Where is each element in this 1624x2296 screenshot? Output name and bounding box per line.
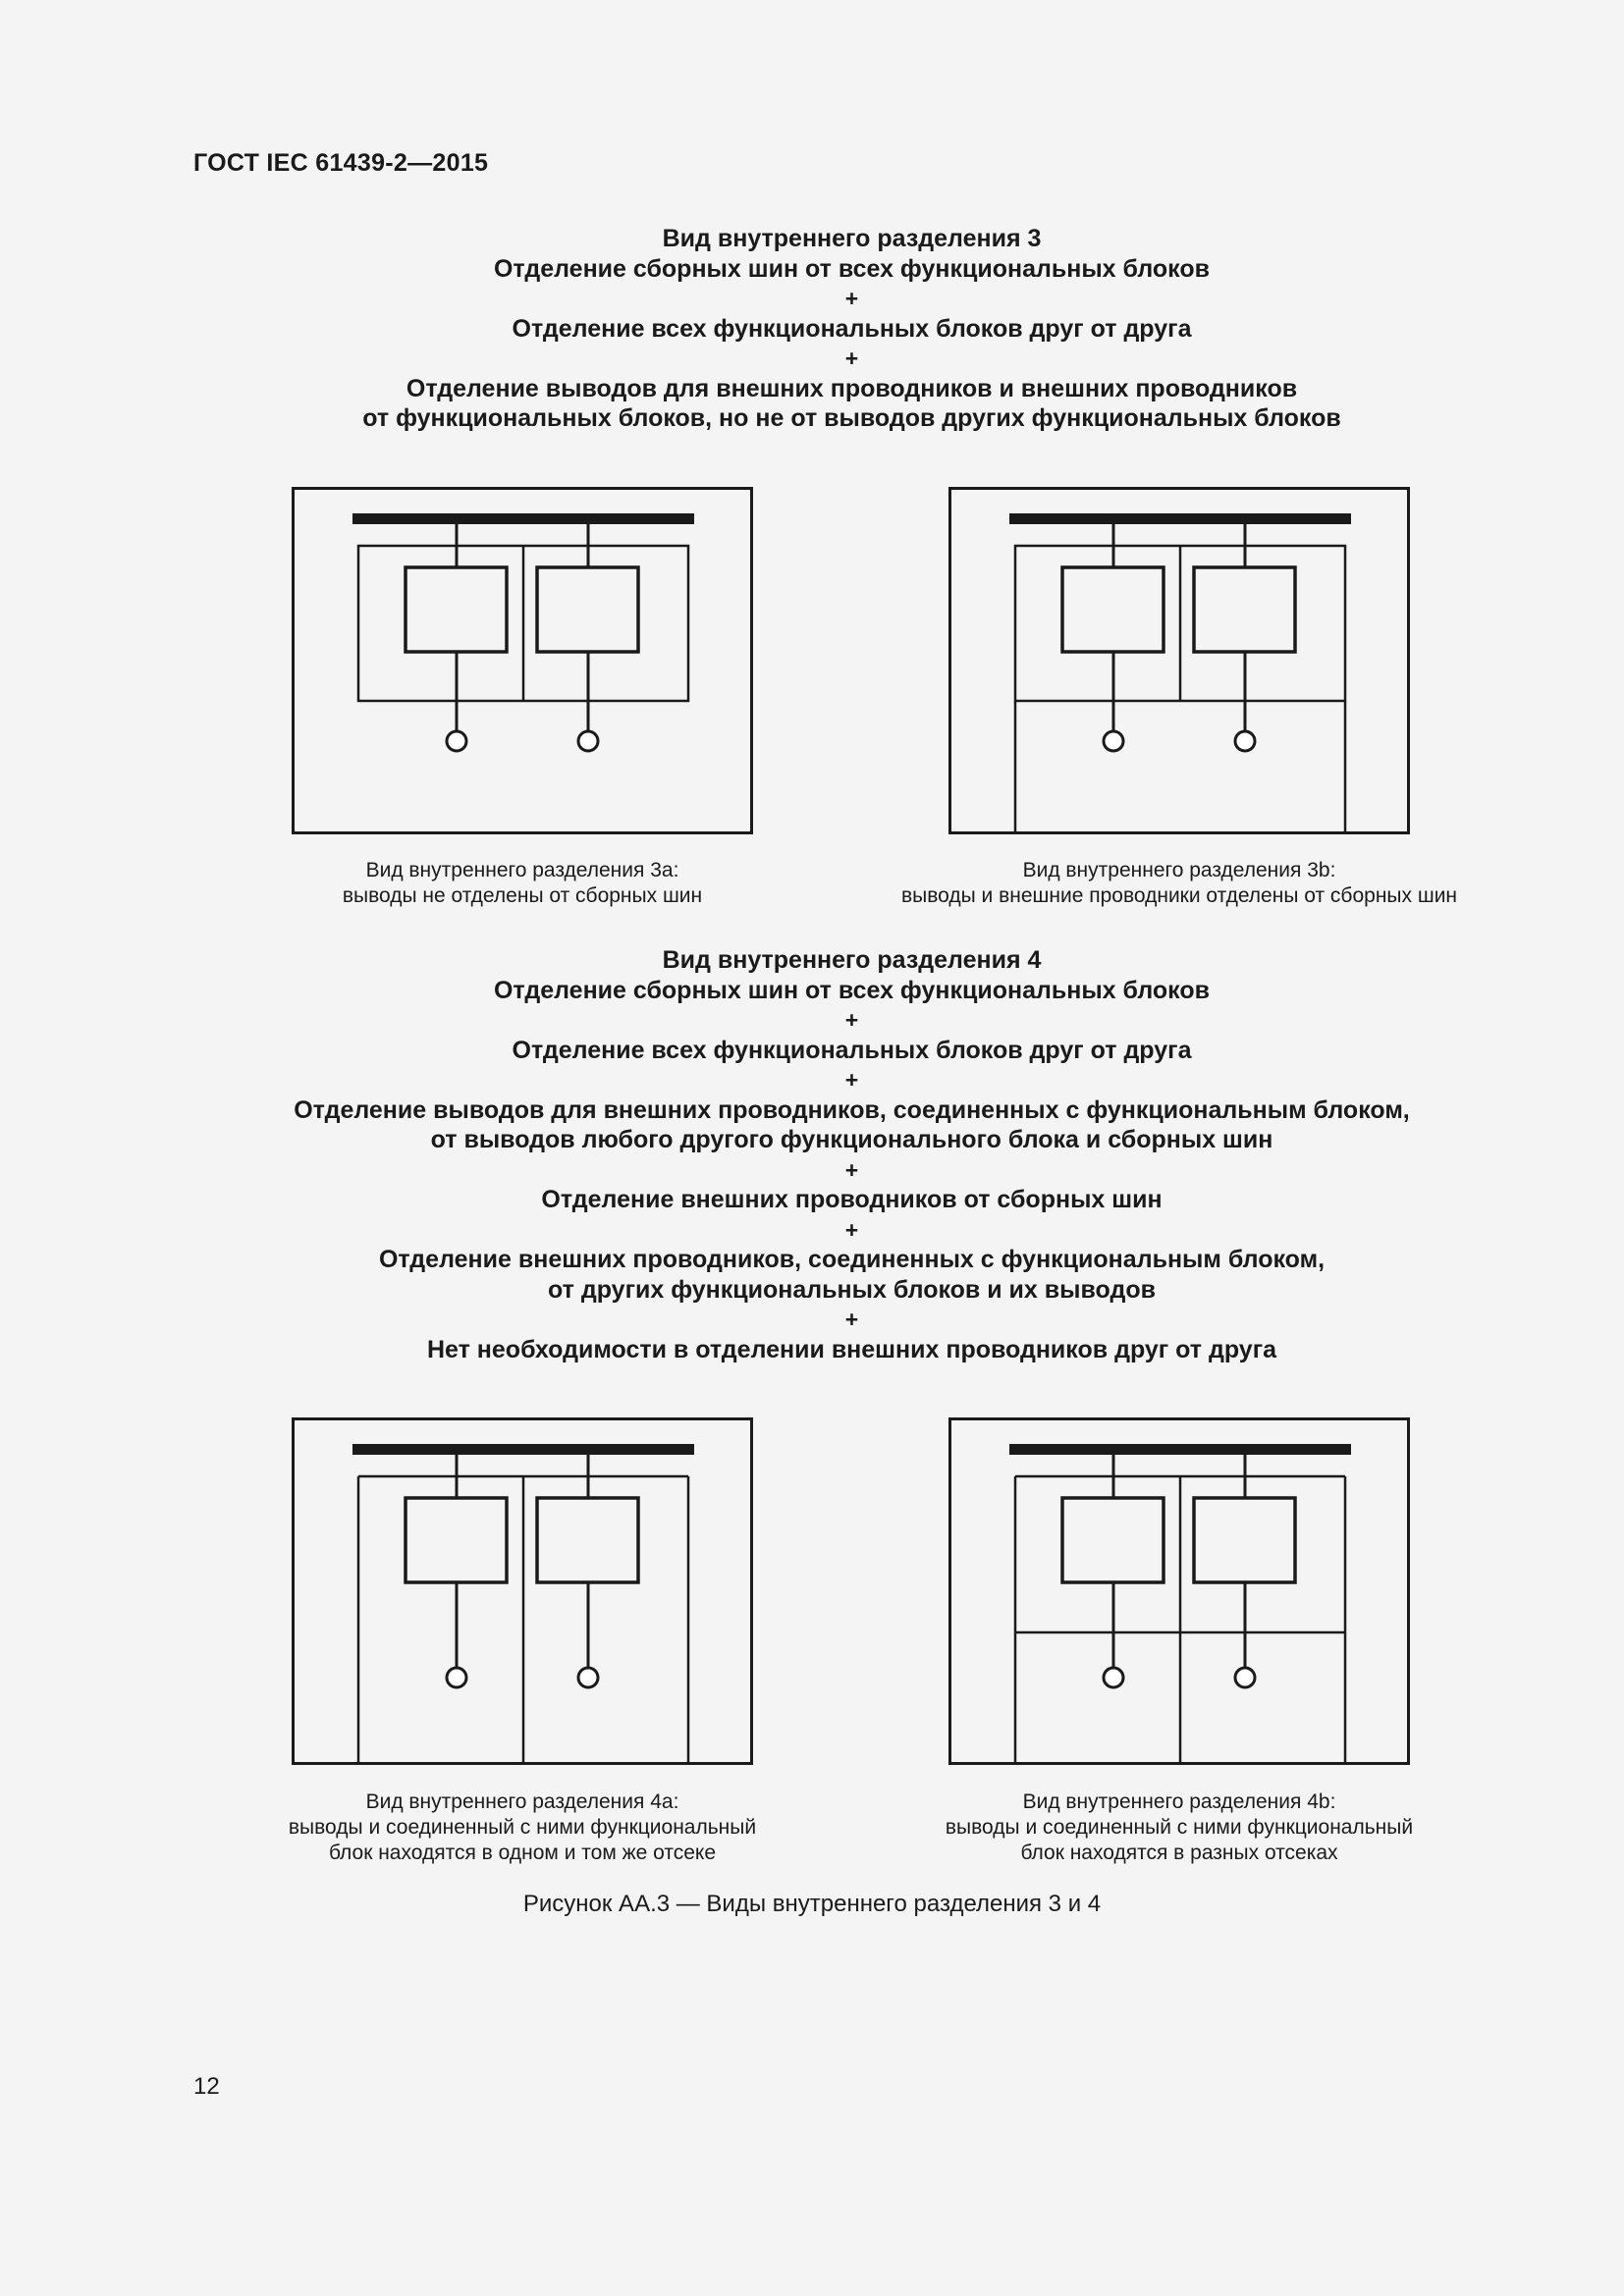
heading-line: Вид внутреннего разделения 3 — [662, 225, 1042, 252]
terminal — [1104, 731, 1123, 751]
terminal — [1104, 1668, 1123, 1687]
heading-line: от других функциональных блоков и их выводов — [548, 1275, 1156, 1304]
caption-3a — [292, 858, 753, 909]
plus-sign: + — [844, 1216, 859, 1243]
caption-line: выводы и соединенный с ними функциональный — [288, 1816, 757, 1839]
heading-line: Отделение сборных шин от всех функциональных блоков — [493, 976, 1211, 1004]
terminal — [1235, 1668, 1255, 1687]
functional-unit — [1194, 1498, 1295, 1582]
terminal — [578, 1668, 598, 1687]
caption-line: Вид внутреннего разделения 4b: — [1022, 1790, 1336, 1813]
busbar — [352, 1444, 694, 1455]
heading-line: от функциональных блоков, но не от выводов других функциональных блоков — [362, 404, 1341, 432]
caption-line: блок находятся в одном и том же отсеке — [328, 1842, 717, 1864]
heading-line: от выводов любого другого функционального блока и сборных шин — [430, 1126, 1273, 1153]
diagram-4a — [292, 1417, 753, 1765]
plus-sign: + — [844, 1067, 859, 1093]
diagram-3b — [948, 487, 1410, 834]
terminal — [447, 1668, 466, 1687]
heading-line: Отделение выводов для внешних проводников, соединенных с функциональным блоком, — [294, 1095, 1410, 1124]
heading-line: Вид внутреннего разделения 4 — [662, 946, 1042, 974]
section-3-heading — [196, 224, 1507, 434]
busbar — [1009, 513, 1351, 524]
functional-unit — [537, 1498, 638, 1582]
caption-3b — [865, 858, 1493, 909]
caption-line: выводы не отделены от сборных шин — [342, 884, 703, 907]
functional-unit — [406, 567, 507, 652]
diagram-3a — [292, 487, 753, 834]
figure-caption: Рисунок АА.3 — Виды внутреннего разделения 3 и 4 — [522, 1891, 1102, 1917]
caption-4a — [228, 1789, 817, 1866]
terminal — [578, 731, 598, 751]
heading-line: Отделение внешних проводников от сборных шин — [541, 1186, 1163, 1213]
caption-line: Вид внутреннего разделения 3a: — [365, 859, 679, 881]
heading-line: Отделение всех функциональных блоков друг от друга — [512, 1036, 1192, 1064]
functional-unit — [537, 567, 638, 652]
diagram-4b — [948, 1417, 1410, 1765]
functional-unit — [1062, 567, 1164, 652]
plus-sign: + — [844, 286, 859, 311]
caption-line: выводы и соединенный с ними функциональный — [945, 1816, 1414, 1839]
busbar — [352, 513, 694, 524]
caption-line: выводы и внешние проводники отделены от сборных шин — [900, 884, 1458, 907]
caption-4b — [885, 1789, 1474, 1866]
heading-line: Отделение выводов для внешних проводников и внешних проводников — [406, 374, 1298, 402]
heading-line: Отделение внешних проводников, соединенных с функциональным блоком, — [378, 1246, 1326, 1273]
section-4-heading — [196, 945, 1507, 1364]
busbar — [1009, 1444, 1351, 1455]
plus-sign: + — [844, 346, 859, 371]
heading-line: Отделение сборных шин от всех функциональных блоков — [493, 254, 1211, 283]
document-header: ГОСТ IEC 61439-2—2015 — [193, 149, 489, 177]
plus-sign: + — [844, 1007, 859, 1033]
heading-line: Нет необходимости в отделении внешних проводников друг от друга — [426, 1335, 1277, 1363]
functional-unit — [406, 1498, 507, 1582]
heading-line: Отделение всех функциональных блоков друг от друга — [512, 314, 1192, 343]
caption-line: блок находятся в разных отсеках — [1020, 1842, 1338, 1864]
page-number: 12 — [193, 2073, 220, 2100]
caption-line: Вид внутреннего разделения 3b: — [1022, 859, 1336, 881]
plus-sign: + — [844, 1156, 859, 1183]
terminal — [1235, 731, 1255, 751]
terminal — [447, 731, 466, 751]
plus-sign: + — [844, 1307, 859, 1332]
functional-unit — [1062, 1498, 1164, 1582]
caption-line: Вид внутреннего разделения 4a: — [365, 1790, 679, 1813]
functional-unit — [1194, 567, 1295, 652]
